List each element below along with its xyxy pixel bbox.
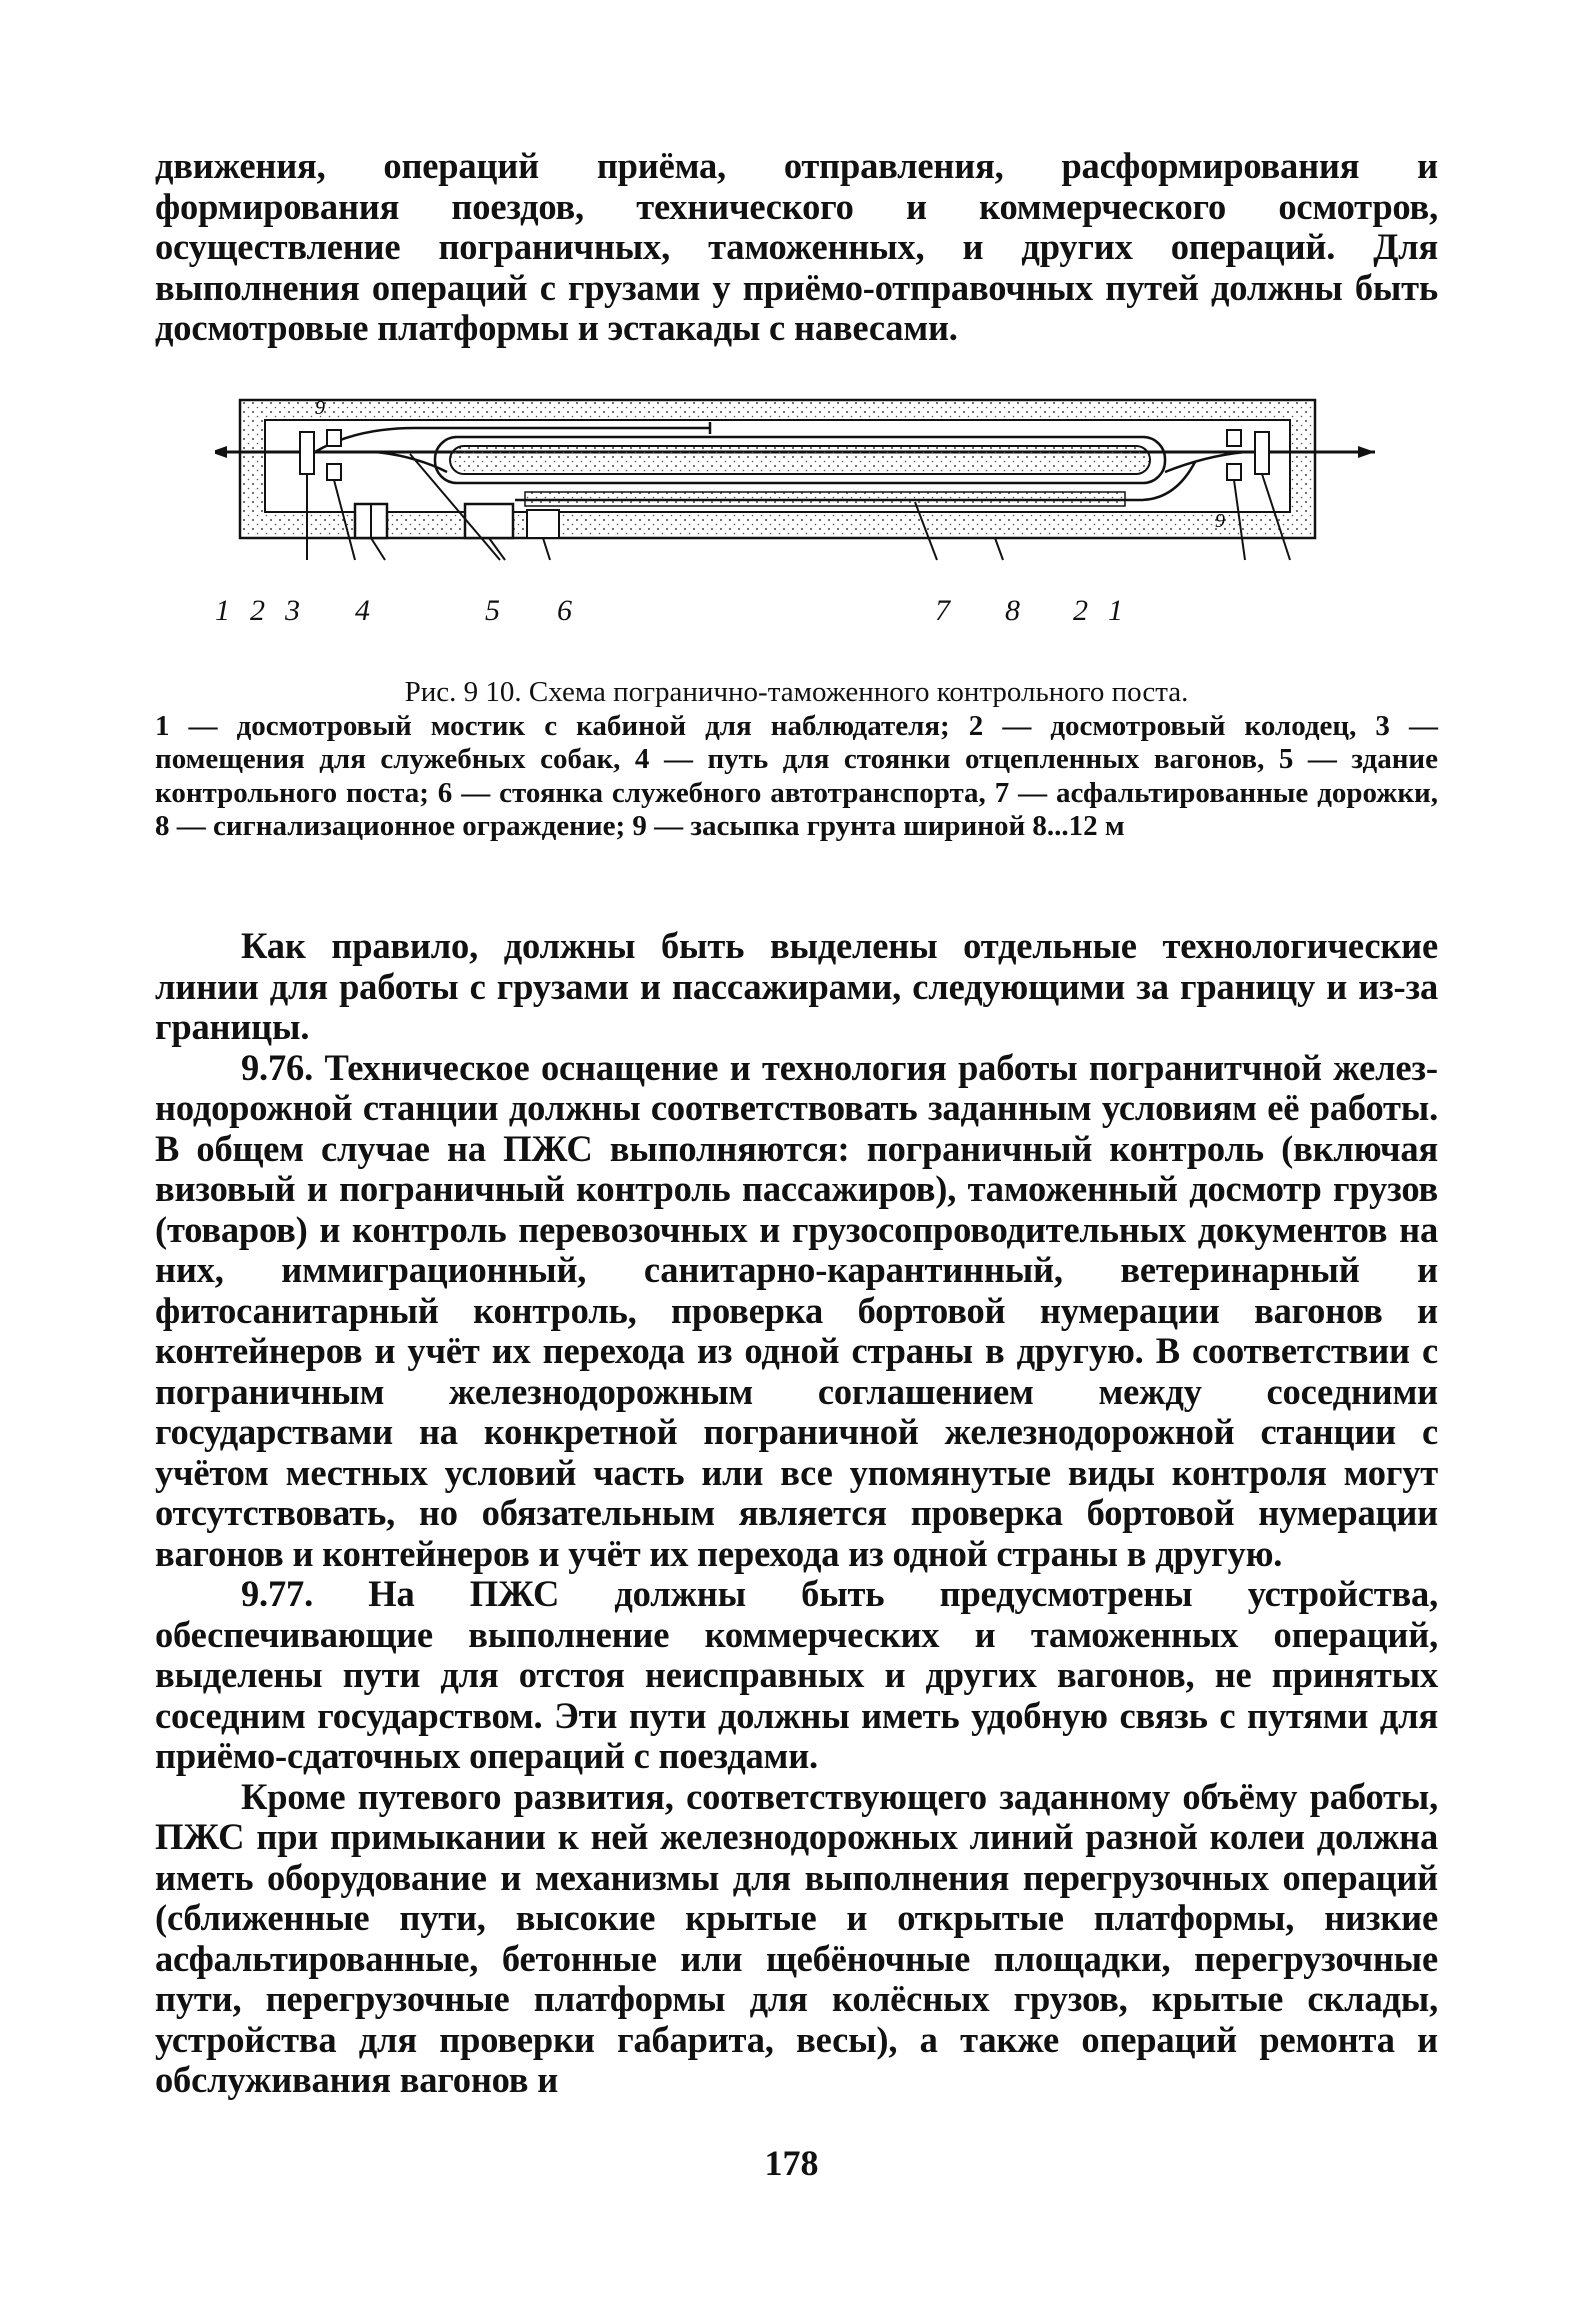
figure-border-post-scheme [215,392,1375,677]
vehicle-parking [527,510,559,538]
figure-caption [155,676,1438,844]
paragraph: Как правило, должны быть выделены отдельные технологические линии для работы с грузами и пассажирами, следующими за границу и из-за границы. [155,925,1438,1047]
paragraph: 9.77. На ПЖС должны быть предусмотрены устройства, обеспечивающие выполнение коммерческих и таможенных операций, выделены пути для отстоя неисправных и других вагонов, не принятых соседним государством. Эти пути должны иметь удобную связь с путями для приёмо-сдаточных операций с поездами. [155,1573,1438,1776]
paragraph: 9.76. Техническое оснащение и технология работы погранитчной железнодорожной станции должны соответствовать заданным условиям её работы. В общем случае на ПЖС выполняются: пограничный контроль (включая визовый и пограничный контроль пассажиров), таможенный досмотр грузов (товаров) и контроль перевозочных и грузосопроводительных документов на них, иммиграционный, санитарно-карантинный, ветеринарный и фитосанитарный контроль, проверка бортовой нумерации вагонов и контейнеров и учёт их перехода из одной страны в другую. В соответствии с пограничным железнодорожным соглашением между соседними государствами на конкретной пограничной железнодорожной станции с учётом местных условий часть или все упомянутые виды контроля могут отсутствовать, но обязательным является проверка бортовой нумерации вагонов и контейнеров и учёт их перехода из одной страны в другую. [155,1046,1438,1574]
page-number: 178 [764,2143,819,2183]
inner-label-9-bottom: 9 [1215,510,1225,532]
inspection-pit-left [327,464,341,480]
inspection-bridge-right [1255,432,1269,474]
inspection-platform [450,446,1150,474]
body-text [155,926,1438,2101]
label-2-left: 2 [250,594,265,627]
label-8: 8 [1005,594,1020,627]
label-4: 4 [355,594,370,627]
caption-title: Рис. 9 10. Схема погранично-таможенного контрольного поста. [404,676,1189,708]
caption-legend: 1 — досмотровый мостик с кабиной для наблюдателя; 2 — досмотровый колодец, 3 — помещения для служебных собак, 4 — путь для стоянки отцепленных вагонов, 5 — здание контрольного поста; 6 — стоянка служебного автотранспорта, 7 — асфальтированные дорожки, 8 — сигнализационное ограждение; 9 — засыпка грунта шириной 8...12 м [155,709,1438,842]
inner-label-9-top: 9 [315,397,325,419]
inspection-pit-right [1227,464,1241,480]
intro-paragraph [155,146,1438,349]
label-5: 5 [485,594,500,627]
scheme-diagram [215,392,1375,677]
label-2-right: 2 [1073,594,1088,627]
control-post-building [465,504,513,538]
label-1-left: 1 [215,594,230,627]
label-7: 7 [935,594,950,627]
inspection-bridge-left [300,432,314,474]
intro-text: движения, операций приёма, отправления, расформирования и формирования поездов, технического и коммерческого осмотров, осуществление пограничных, таможенных, и других операций. Для выполнения операций с грузами у приёмо-отправочных путей должны быть досмотровые платформы и эстакады с навесами. [155,145,1438,348]
paragraph: Кроме путевого развития, соответствующего заданному объёму работы, ПЖС при примыкании к ней железнодорожных линий разной колеи должна иметь оборудование и механизмы для выполнения перегрузочных операций (сближенные пути, высокие крытые и открытые платформы, низкие асфальтированные, бетонные или щебёночные площадки, перегрузочные пути, перегрузочные платформы для колёсных грузов, крытые склады, устройства для проверки габарита, весы), а также операций ремонта и обслуживания вагонов и [155,1775,1438,2100]
label-3: 3 [285,594,300,627]
label-6: 6 [557,594,572,627]
label-1-right: 1 [1108,594,1123,627]
